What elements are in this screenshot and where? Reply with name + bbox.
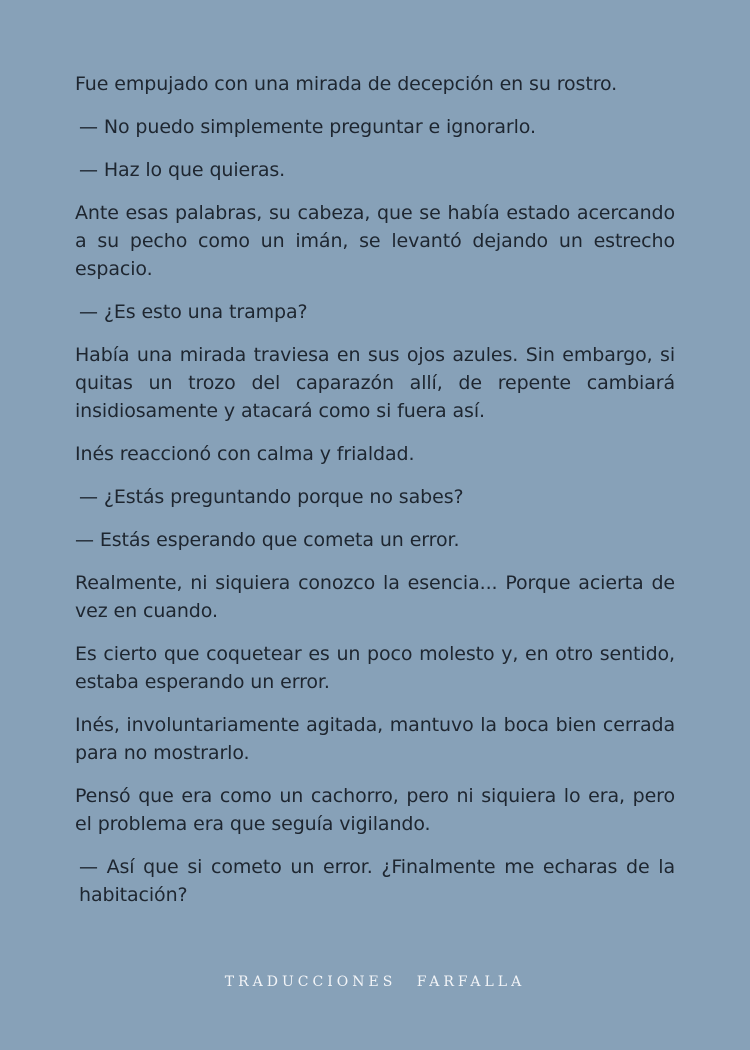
paragraph: Había una mirada traviesa en sus ojos azules. Sin embargo, si quitas un trozo del caparazón allí, de repente cambiará insidiosamente y atacará como si fuera así. [75,344,675,422]
paragraph: Inés reaccionó con calma y frialdad. [75,443,415,465]
paragraph: Es cierto que coquetear es un poco molesto y, en otro sentido, estaba esperando un error. [75,643,675,693]
paragraph: Fue empujado con una mirada de decepción en su rostro. [75,73,618,95]
paragraph: Pensó que era como un cachorro, pero ni siquiera lo era, pero el problema era que seguía vigilando. [75,785,675,835]
dialogue-paragraph: — Haz lo que quieras. [79,159,286,181]
text-body [75,70,675,924]
footer-credit: TRADUCCIONES FARFALLA [224,974,526,990]
dialogue-paragraph: — ¿Estás preguntando porque no sabes? [79,486,464,508]
dialogue-paragraph: — No puedo simplemente preguntar e ignorarlo. [79,116,536,138]
paragraph: Ante esas palabras, su cabeza, que se había estado acercando a su pecho como un imán, se levantó dejando un estrecho espacio. [75,202,675,280]
paragraph: Realmente, ni siquiera conozco la esencia... Porque acierta de vez en cuando. [75,572,675,622]
dialogue-paragraph: — Estás esperando que cometa un error. [75,529,460,551]
paragraph: Inés, involuntariamente agitada, mantuvo la boca bien cerrada para no mostrarlo. [75,714,675,764]
dialogue-paragraph: — Así que si cometo un error. ¿Finalmente me echaras de la habitación? [79,856,675,906]
dialogue-paragraph: — ¿Es esto una trampa? [79,301,308,323]
